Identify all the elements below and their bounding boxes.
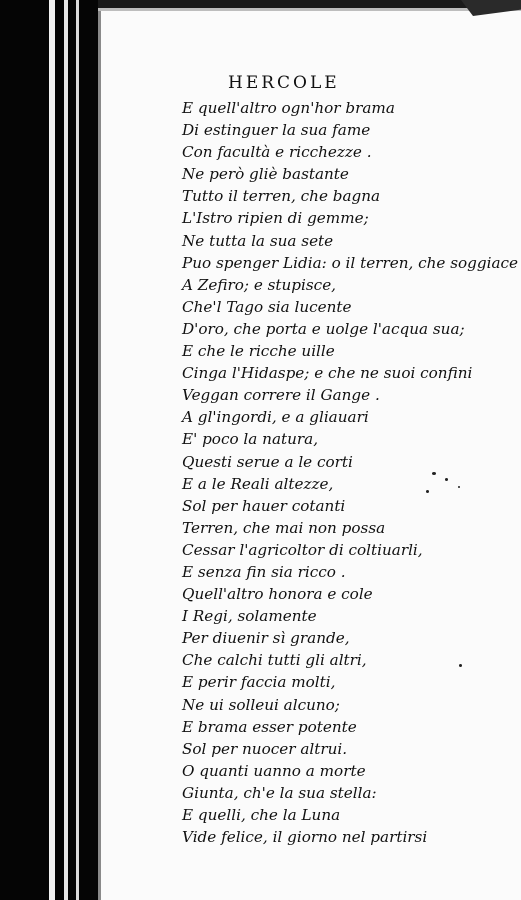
verse-line: D'oro, che porta e uolge l'acqua sua; xyxy=(182,319,465,338)
verse-line: Ne tutta la sua sete xyxy=(182,231,334,250)
verse-line: Sol per nuocer altrui. xyxy=(182,739,348,758)
verse-line: Cinga l'Hidaspe; e che ne suoi confini xyxy=(182,364,473,383)
verse-line: Ne ui solleui alcuno; xyxy=(182,695,340,714)
verse-line: O quanti uanno a morte xyxy=(182,761,366,780)
verse-line: E che le ricche uille xyxy=(182,342,335,361)
verse-line: Terren, che mai non possa xyxy=(182,518,386,537)
verse-line: E quell'altro ogn'hor brama xyxy=(182,99,395,117)
verse-line: Questi serue a le corti xyxy=(182,452,353,471)
verse-line: E brama esser potente xyxy=(182,717,357,736)
verse-line: I Regi, solamente xyxy=(182,607,317,626)
verse-line: Che calchi tutti gli altri, xyxy=(182,651,367,670)
ink-speck xyxy=(426,490,429,493)
ink-speck xyxy=(445,478,448,481)
verse-line: Quell'altro honora e cole xyxy=(182,585,373,604)
verse-line: Tutto il terren, che bagna xyxy=(182,187,381,206)
verse-line: A Zefiro; e stupisce, xyxy=(182,275,337,294)
verse-line: Vide felice, il giorno nel partirsi xyxy=(182,828,428,847)
verse-line: Sol per hauer cotanti xyxy=(182,496,346,515)
verse-line: A gl'ingordi, e a gliauari xyxy=(182,408,369,427)
ink-speck xyxy=(459,664,462,667)
ink-speck xyxy=(458,486,460,488)
verse-line: L'Istro ripien di gemme; xyxy=(182,209,369,228)
verse-list xyxy=(182,97,518,848)
verse-line: Cessar l'agricoltor di coltiuarli, xyxy=(182,540,423,559)
verse-line: Per diuenir sì grande, xyxy=(182,629,350,648)
verse-line: Di estinguer la sua fame xyxy=(182,121,371,140)
ink-speck xyxy=(432,472,436,475)
verse-line: Con facultà e ricchezze . xyxy=(182,143,372,162)
verse-line: E perir faccia molti, xyxy=(182,673,336,692)
verse-line: Puo spenger Lidia: o il terren, che soggiace xyxy=(182,253,519,272)
verse-line: Che'l Tago sia lucente xyxy=(182,297,352,316)
verse-line: Ne però gliè bastante xyxy=(182,165,349,184)
running-head: HERCOLE xyxy=(228,73,340,93)
verse-line: Veggan correre il Gange . xyxy=(182,386,380,405)
verse-line: E quelli, che la Luna xyxy=(182,806,341,824)
verse-line: E' poco la natura, xyxy=(182,430,319,449)
verse-line: Giunta, ch'e la sua stella: xyxy=(182,783,377,802)
verse-line: E a le Reali altezze, xyxy=(182,474,334,493)
verse-line: E senza fin sia ricco . xyxy=(182,562,346,581)
